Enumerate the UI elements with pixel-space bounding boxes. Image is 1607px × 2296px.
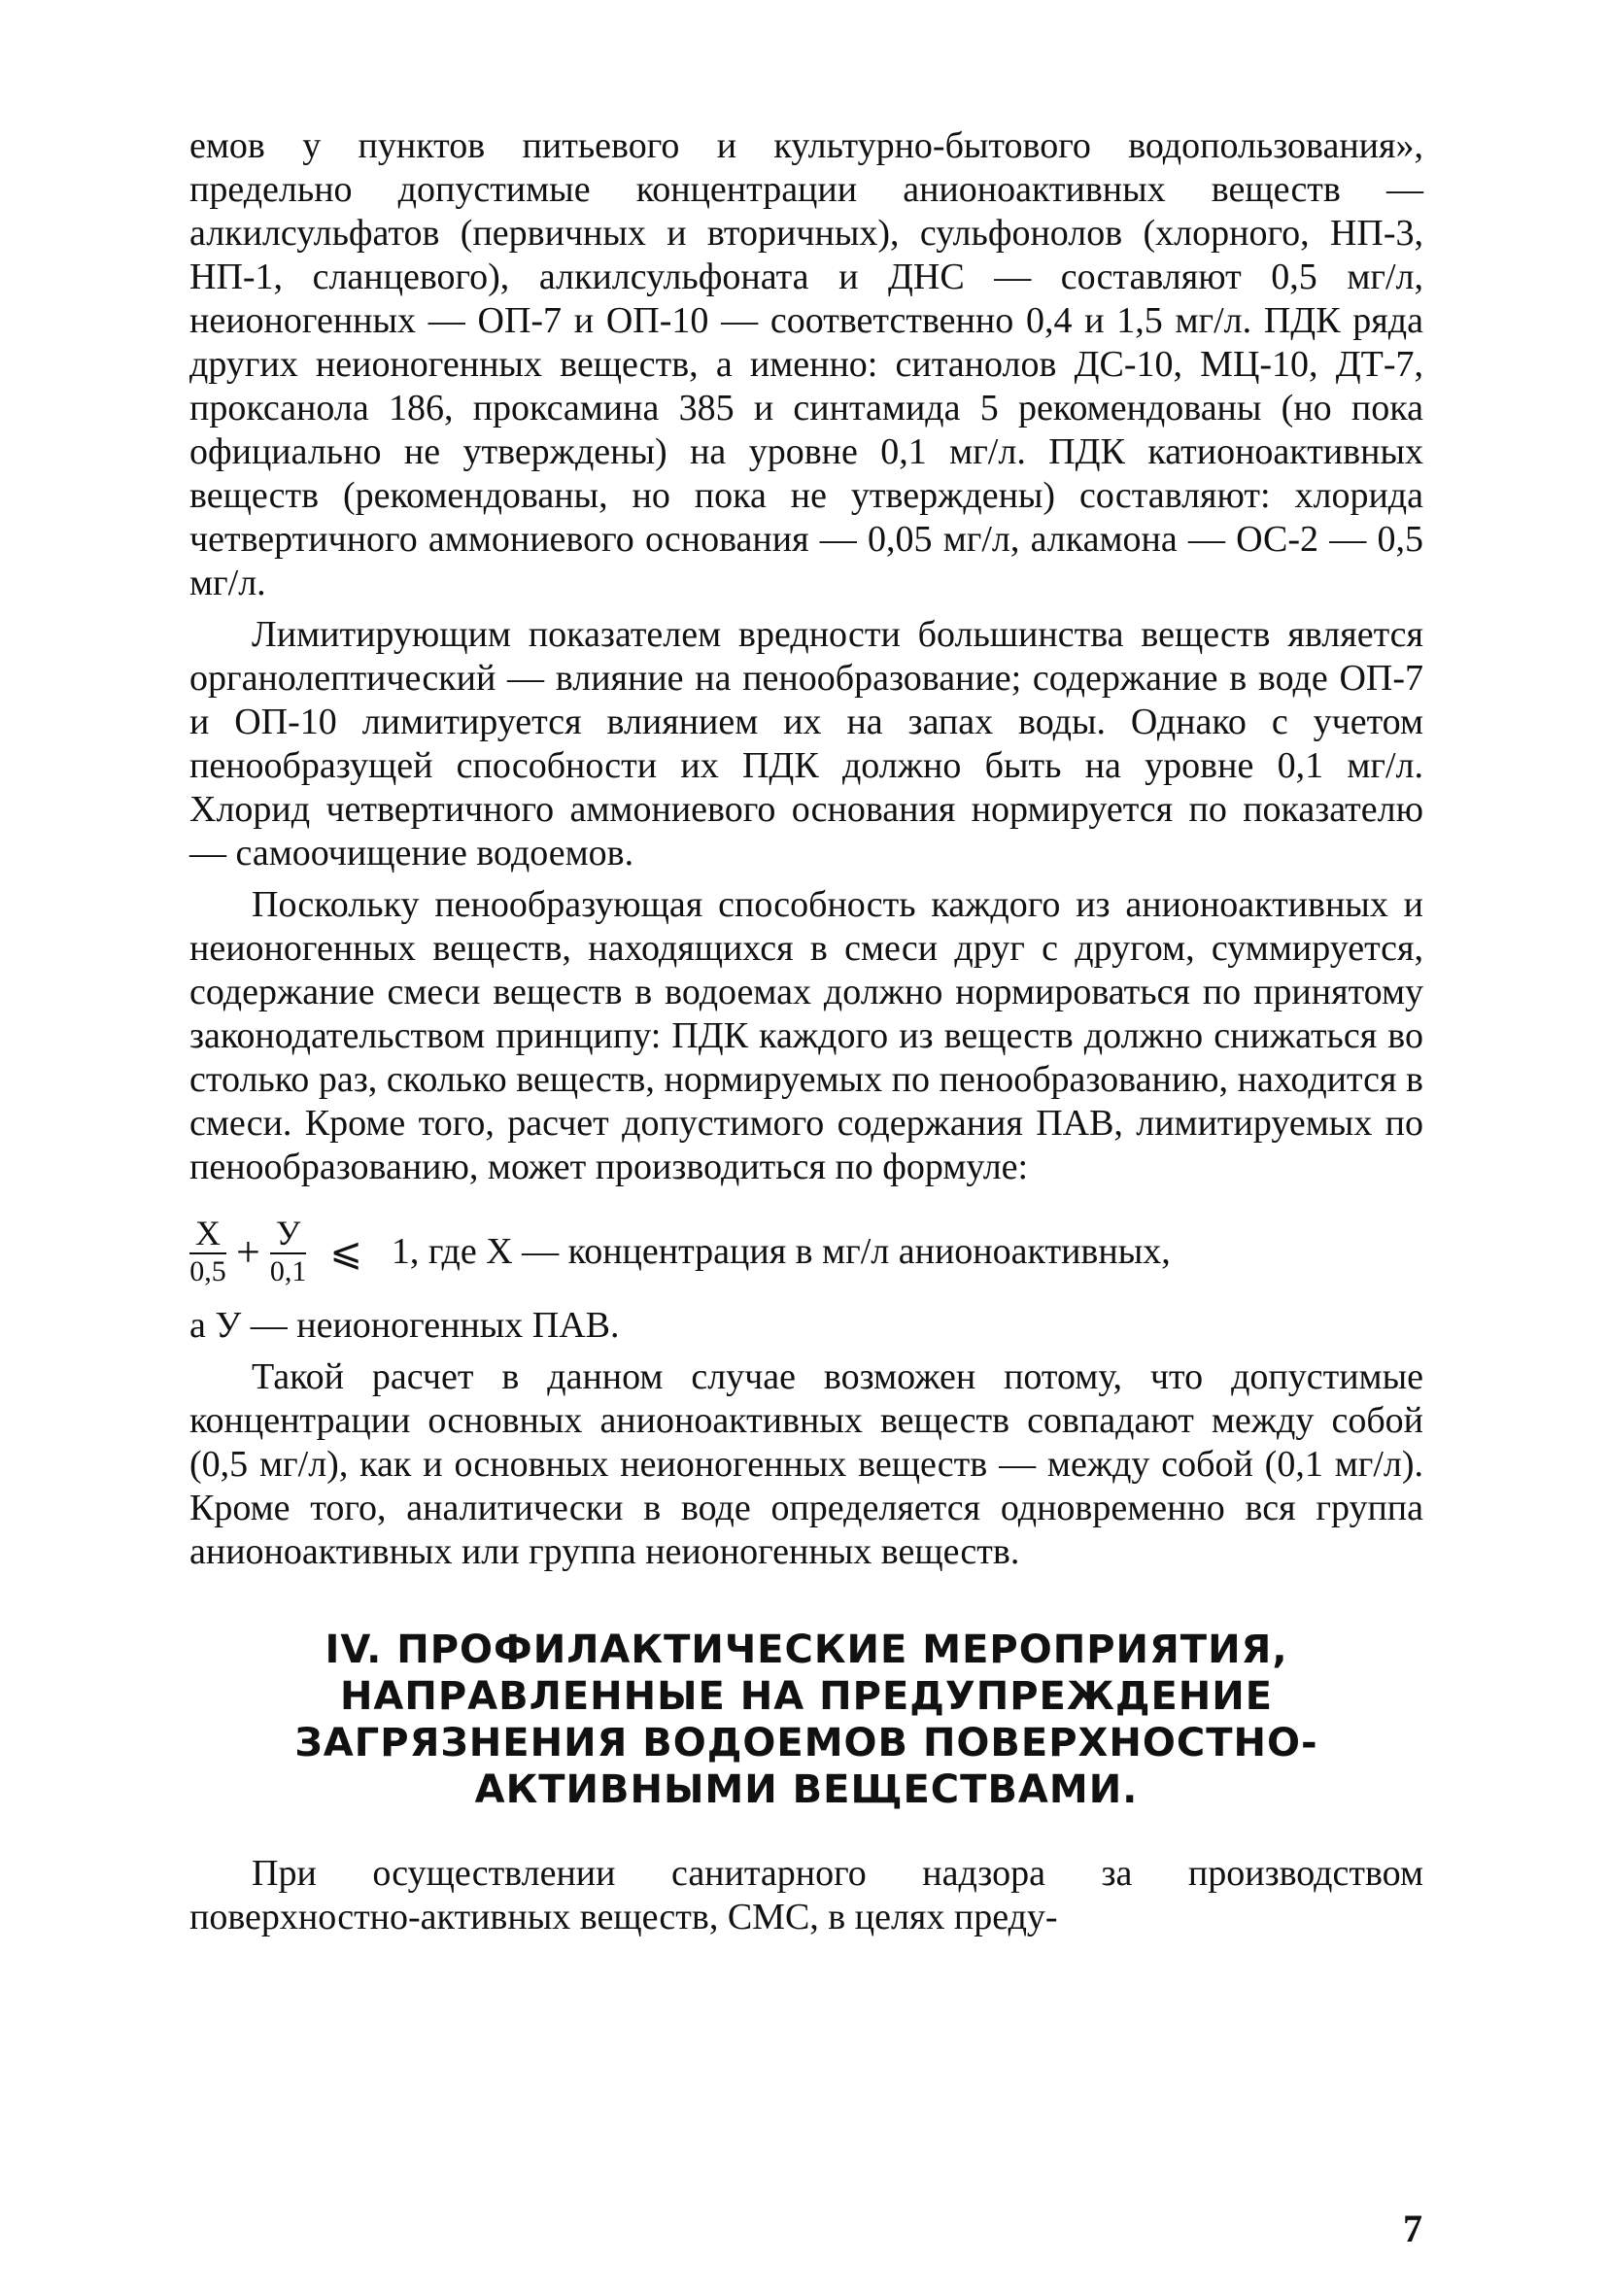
heading-line-3: ЗАГРЯЗНЕНИЯ ВОДОЕМОВ ПОВЕРХНОСТНО- [294, 1721, 1318, 1765]
paragraph-1: емов у пунктов питьевого и культурно-бытового водопользования», предельно допустимые концентрации анионоактивных веществ — алкилсульфатов (первичных и вторичных), сульфонолов (хлорного, НП-3, НП-1, сланцевого), алкилсульфоната и ДНС — составляют 0,5 мг/л, неионогенных — ОП-7 и ОП-10 — соответственно 0,4 и 1,5 мг/л. ПДК ряда других неионогенных веществ, а именно: ситанолов ДС-10, МЦ-10, ДТ-7, проксанола 186, проксамина 385 и синтамида 5 рекомендованы (но пока официально не утверждены) на уровне 0,1 мг/л. ПДК катионоактивных веществ (рекомендованы, но пока не утверждены) составляют: хлорида четвертичного аммониевого основания — 0,05 мг/л, алкамона — ОС-2 — 0,5 мг/л. [189, 125, 1423, 603]
plus-sign: + [236, 1227, 260, 1276]
formula-rhs: 1, где Х — концентрация в мг/л анионоактивных, [391, 1230, 1171, 1272]
fraction-x-denominator: 0,5 [189, 1255, 226, 1287]
fraction-y-denominator: 0,1 [269, 1255, 307, 1287]
section-heading [189, 1627, 1423, 1813]
paragraph-2: Лимитирующим показателем вредности большинства веществ является органолептический — влияние на пенообразование; содержание в воде ОП-7 и ОП-10 лимитируется влиянием их на запах воды. Однако с учетом пенообразущей способности их ПДК должно быть на уровне 0,1 мг/л. Хлорид четвертичного аммониевого основания нормируется по показателю — самоочищение водоемов. [189, 614, 1423, 874]
paragraph-4: Такой расчет в данном случае возможен потому, что допустимые концентрации основных анионоактивных веществ совпадают между собой (0,5 мг/л), как и основных неионогенных веществ — между собой (0,1 мг/л). Кроме того, аналитически в воде определяется одновременно вся группа анионоактивных или группа неионогенных веществ. [189, 1356, 1423, 1572]
formula-continuation: а У — неионогенных ПАВ. [189, 1305, 620, 1346]
fraction-y-numerator: У [270, 1214, 307, 1254]
fraction-y [270, 1214, 307, 1289]
heading-line-4: АКТИВНЫМИ ВЕЩЕСТВАМИ. [474, 1767, 1139, 1812]
formula [189, 1203, 1423, 1300]
fraction-x [189, 1214, 226, 1289]
page-body [189, 124, 1423, 1947]
less-equal-sign: ⩽ [329, 1229, 362, 1274]
fraction-x-numerator: Х [189, 1214, 226, 1254]
paragraph-5: При осуществлении санитарного надзора за производством поверхностно-активных веществ, СМС, в целях преду- [189, 1853, 1423, 1937]
page-number: 7 [1403, 2207, 1422, 2250]
paragraph-3: Поскольку пенообразующая способность каждого из анионоактивных и неионогенных веществ, находящихся в смеси друг с другом, суммируется, содержание смеси веществ в водоемах должно нормироваться по принятому законодательством принципу: ПДК каждого из веществ должно снижаться во столько раз, сколько веществ, нормируемых по пенообразованию, находится в смеси. Кроме того, расчет допустимого содержания ПАВ, лимитируемых по пенообразованию, может производиться по формуле: [189, 884, 1423, 1187]
heading-line-2: НАПРАВЛЕННЫЕ НА ПРЕДУПРЕЖДЕНИЕ [339, 1674, 1274, 1719]
heading-line-1: IV. ПРОФИЛАКТИЧЕСКИЕ МЕРОПРИЯТИЯ, [325, 1628, 1288, 1672]
